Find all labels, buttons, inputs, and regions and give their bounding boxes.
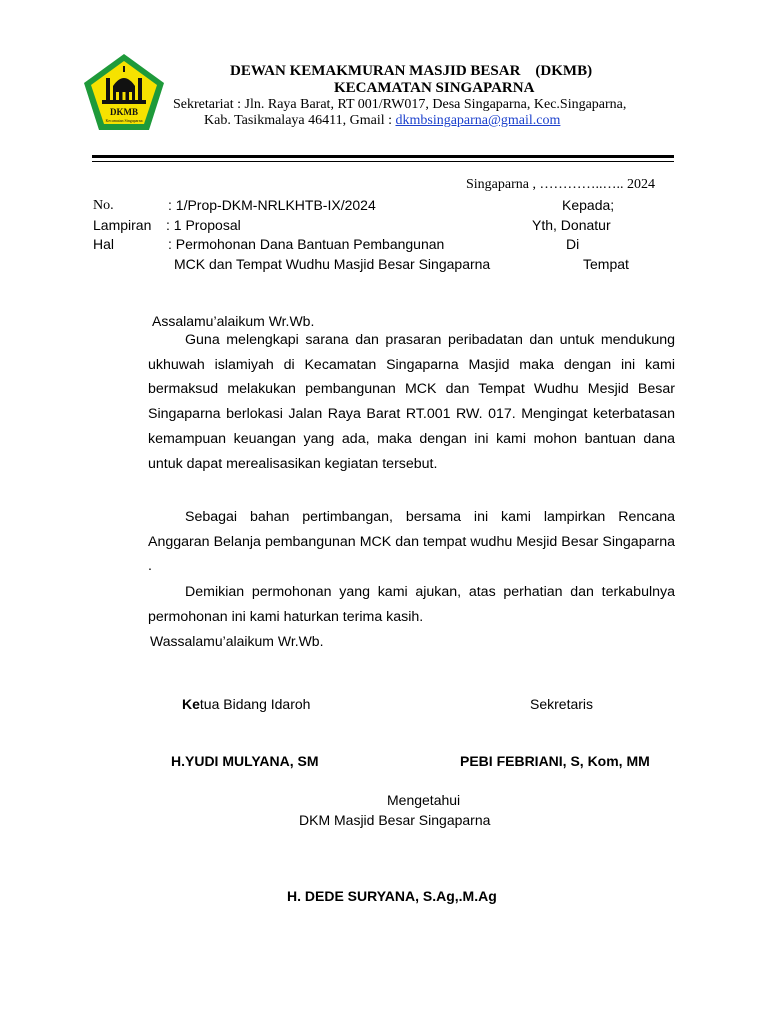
mengetahui-org: DKM Masjid Besar Singaparna [299, 812, 491, 828]
lampiran-label: Lampiran [93, 217, 152, 233]
left-role-prefix: Ke [182, 696, 200, 712]
mengetahui-label: Mengetahui [387, 792, 461, 808]
left-role-rest: tua Bidang Idaroh [199, 696, 311, 712]
no-label: No. [93, 198, 114, 213]
address-line-1: Sekretariat : Jln. Raya Barat, RT 001/RW017, Desa Singaparna, Kec.Singaparna, [173, 97, 627, 112]
hal-value-line2: MCK dan Tempat Wudhu Masjid Besar Singaparna [174, 256, 491, 272]
right-signatory-name: PEBI FEBRIANI, S, Kom, MM [460, 753, 650, 769]
org-name: DEWAN KEMAKMURAN MASJID BESAR (DKMB) [230, 63, 593, 79]
org-subtitle: KECAMATAN SINGAPARNA [334, 80, 535, 96]
recipient-kepada: Kepada; [562, 197, 615, 213]
closing: Wassalamu’alaikum Wr.Wb. [150, 633, 324, 649]
recipient-tempat: Tempat [583, 256, 629, 272]
date-line: Singaparna , …………..….. 2024 [466, 177, 655, 192]
email-link[interactable]: dkmbsingaparna@gmail.com [395, 113, 561, 128]
greeting: Assalamu’alaikum Wr.Wb. [152, 313, 315, 329]
left-signatory-role [182, 696, 310, 712]
paragraph-1: Guna melengkapi sarana dan prasaran peribadatan dan untuk mendukung ukhuwah islamiyah di Kecamatan Singaparna Masjid maka dengan ini kami bermaksud melakukan pembangunan MCK dan Tempat Wudhu Mesjid Besar Singaparna berlokasi Jalan Raya Barat RT.001 RW. 017. Mengingat keterbatasan kemampuan keuangan yang ada, maka dengan ini kami mohon bantuan dana untuk dapat merealisasikan kegiatan tersebut. [148, 332, 675, 472]
logo-subtext: Kecamatan Singaparna [105, 118, 143, 123]
logo-text: DKMB [110, 107, 138, 117]
no-value: : 1/Prop-DKM-NRLKHTB-IX/2024 [168, 197, 376, 213]
left-signatory-name: H.YUDI MULYANA, SM [171, 753, 319, 769]
address-line-2-prefix: Kab. Tasikmalaya 46411, Gmail : [204, 113, 396, 128]
letterhead-divider-thin [92, 161, 674, 162]
recipient-yth: Yth, Donatur [532, 217, 611, 233]
paragraph-2: Sebagai bahan pertimbangan, bersama ini kami lampirkan Rencana Anggaran Belanja pembangunan MCK dan tempat wudhu Mesjid Besar Singaparna . [148, 509, 675, 575]
letterhead-divider-thick [92, 155, 674, 158]
lampiran-value: : 1 Proposal [166, 217, 241, 233]
paragraph-3: Demikian permohonan yang kami ajukan, atas perhatian dan terkabulnya permohonan ini kami haturkan terima kasih. [148, 584, 675, 625]
hal-value: : Permohonan Dana Bantuan Pembangunan [168, 236, 445, 252]
bottom-signatory-name: H. DEDE SURYANA, S.Ag,.M.Ag [287, 888, 497, 904]
right-signatory-role: Sekretaris [530, 696, 594, 712]
dkmb-logo [82, 52, 166, 132]
recipient-di: Di [566, 236, 580, 252]
hal-label: Hal [93, 236, 115, 252]
address-line-2 [204, 113, 560, 129]
